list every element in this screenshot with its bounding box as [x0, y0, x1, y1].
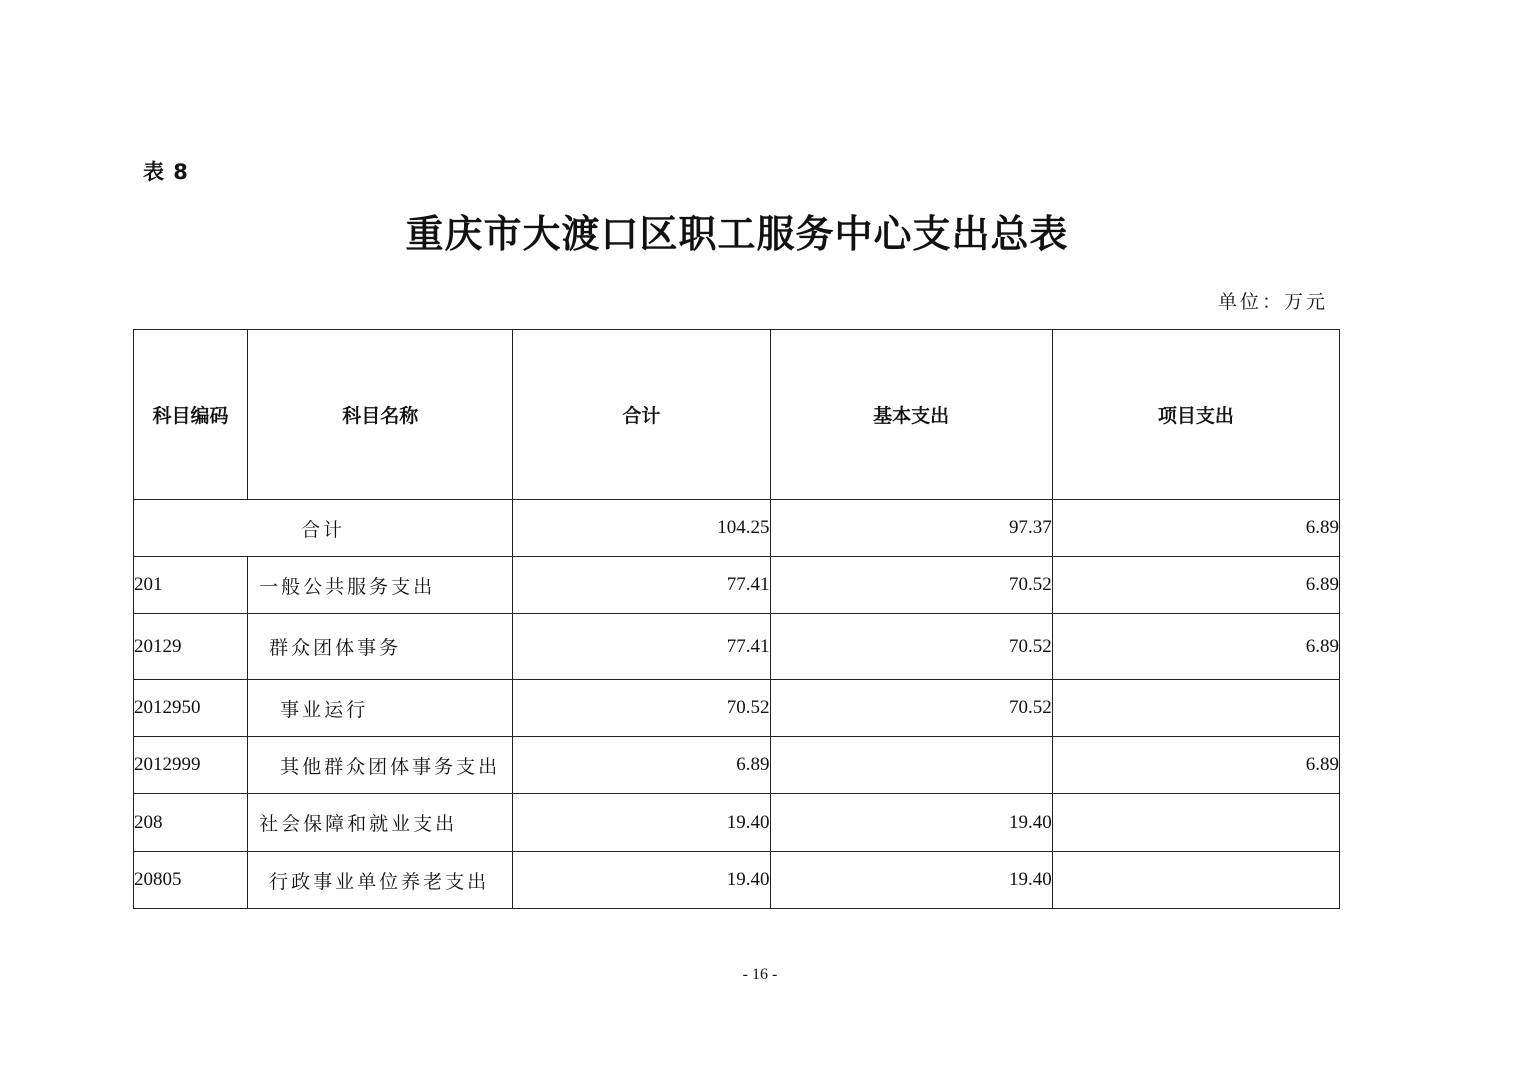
page-number: - 16 -: [742, 966, 778, 983]
row-total: 19.40: [513, 794, 770, 852]
row-project: 6.89: [1052, 614, 1339, 680]
header-total: 合计: [513, 330, 770, 500]
row-code: 20129: [134, 614, 248, 680]
row-basic: 19.40: [770, 852, 1052, 909]
table-row: [134, 680, 1340, 737]
table-label: 表 8: [143, 160, 189, 184]
document-title: 重庆市大渡口区职工服务中心支出总表: [405, 211, 1069, 256]
total-row-basic: 97.37: [770, 500, 1052, 557]
total-row-label: 合计: [134, 500, 513, 557]
row-project: [1052, 680, 1339, 737]
header-basic: 基本支出: [770, 330, 1052, 500]
expenditure-table: [133, 329, 1340, 909]
row-total: 6.89: [513, 737, 770, 794]
header-project: 项目支出: [1052, 330, 1339, 500]
total-row-project: 6.89: [1052, 500, 1339, 557]
total-row-total: 104.25: [513, 500, 770, 557]
row-code: 2012999: [134, 737, 248, 794]
table-row: [134, 614, 1340, 680]
row-basic: 70.52: [770, 557, 1052, 614]
row-total: 19.40: [513, 852, 770, 909]
row-project: [1052, 852, 1339, 909]
table-row: [134, 852, 1340, 909]
row-project: [1052, 794, 1339, 852]
row-basic: 19.40: [770, 794, 1052, 852]
table-row: [134, 557, 1340, 614]
row-total: 70.52: [513, 680, 770, 737]
header-code: 科目编码: [134, 330, 248, 500]
row-code: 20805: [134, 852, 248, 909]
row-code: 208: [134, 794, 248, 852]
row-name: 行政事业单位养老支出: [248, 852, 513, 909]
row-project: 6.89: [1052, 557, 1339, 614]
row-code: 2012950: [134, 680, 248, 737]
row-project: 6.89: [1052, 737, 1339, 794]
row-name: 事业运行: [248, 680, 513, 737]
total-row: [134, 500, 1340, 557]
row-total: 77.41: [513, 614, 770, 680]
row-name: 群众团体事务: [248, 614, 513, 680]
table-row: [134, 737, 1340, 794]
row-basic: [770, 737, 1052, 794]
row-name: 社会保障和就业支出: [248, 794, 513, 852]
table-row: [134, 794, 1340, 852]
header-row: [134, 330, 1340, 500]
row-name: 其他群众团体事务支出: [248, 737, 513, 794]
row-code: 201: [134, 557, 248, 614]
row-total: 77.41: [513, 557, 770, 614]
header-name: 科目名称: [248, 330, 513, 500]
row-basic: 70.52: [770, 614, 1052, 680]
row-name: 一般公共服务支出: [248, 557, 513, 614]
unit-label: 单位：万元: [1217, 291, 1328, 313]
row-basic: 70.52: [770, 680, 1052, 737]
